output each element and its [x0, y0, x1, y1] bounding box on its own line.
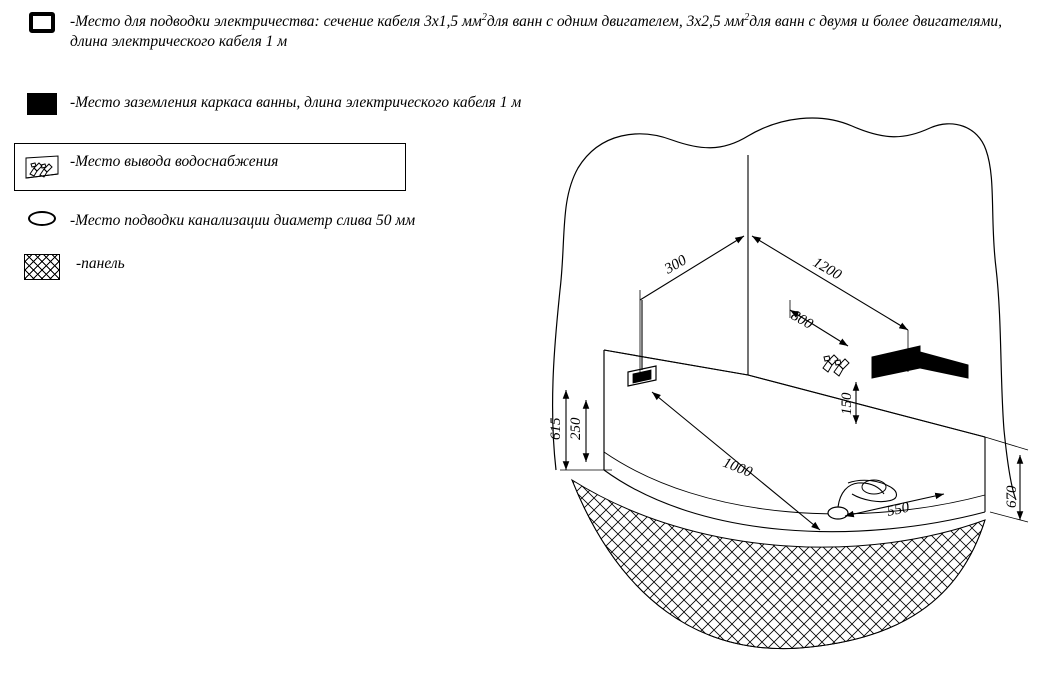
bath-front-rim-inner	[604, 452, 985, 514]
legend-item-panel-label: -панель	[76, 255, 125, 272]
dim-label-615: 615	[548, 417, 564, 440]
dim-label-1200: 1200	[810, 254, 844, 284]
dim-label-1000: 1000	[720, 454, 755, 481]
panel-hatched-area	[572, 480, 985, 649]
wall-base-right	[748, 375, 985, 437]
grounding-symbol	[872, 346, 968, 378]
dim-label-670: 670	[1004, 485, 1020, 508]
legend-text-sup-1: 2	[481, 12, 487, 23]
dim-label-550: 550	[885, 499, 911, 520]
wall-base-left	[604, 350, 748, 375]
dim-label-250: 250	[568, 417, 584, 440]
dim-line-1200	[752, 236, 908, 330]
legend-item-grounding-label: -Место заземления каркаса ванны, длина электрического кабеля 1 м	[70, 94, 522, 111]
dim-label-800: 800	[788, 307, 816, 333]
legend-text-part-3: для ванн с двумя и более двигателями, длина электрического кабеля 1 м	[70, 13, 1002, 50]
legend-text-part-1: -Место для подводки электричества: сечение кабеля 3х1,5 мм	[70, 13, 482, 31]
room-outline	[553, 118, 1016, 500]
water-supply-symbol	[823, 355, 849, 376]
dim-label-150: 150	[839, 392, 855, 415]
legend-text-sup-2: 2	[744, 12, 750, 23]
legend-item-drain-label: -Место подводки канализации диаметр слива 50 мм	[70, 212, 416, 229]
legend-text-part-2: для ванн с одним двигателем, 3х2,5 мм	[486, 13, 745, 31]
dim-line-300	[640, 236, 744, 300]
dim-label-300: 300	[662, 252, 690, 278]
legend-item-water-supply-label: -Место вывода водоснабжения	[70, 153, 279, 170]
